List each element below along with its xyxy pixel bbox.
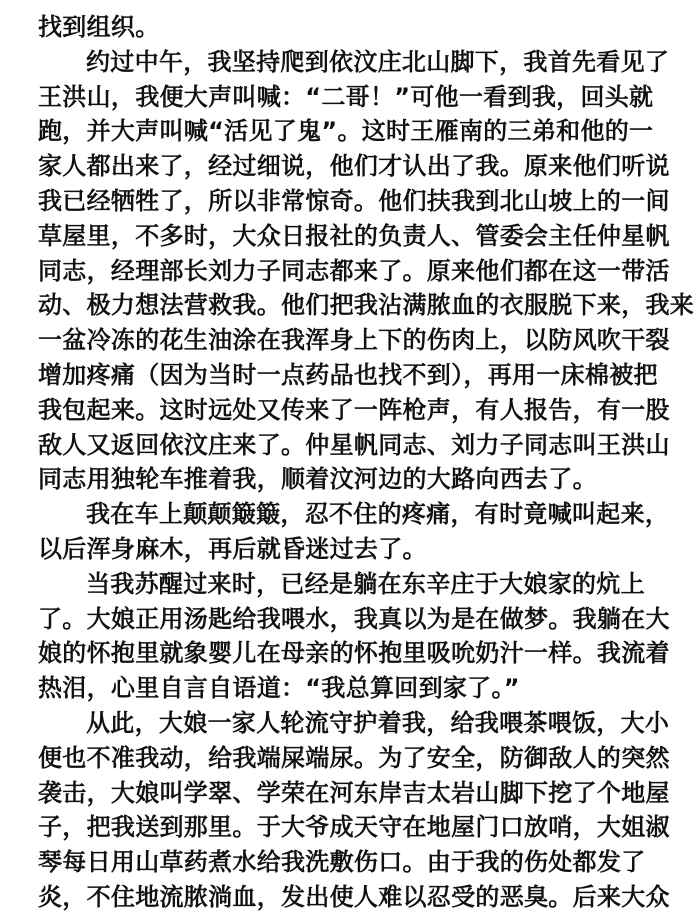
text-line: 家人都出来了，经过细说，他们才认出了我。原来他们听说 bbox=[38, 152, 670, 181]
text-line: 动、极力想法营救我。他们把我沾满脓血的衣服脱下来，我来 bbox=[38, 291, 694, 320]
text-line: 了。大娘正用汤匙给我喂水，我真以为是在做梦。我躺在大 bbox=[38, 604, 670, 633]
text-line: 娘的怀抱里就象婴儿在母亲的怀抱里吸吮奶汁一样。我流着 bbox=[38, 639, 670, 668]
text-line: 子，把我送到那里。于大爷成天守在地屋门口放哨，大姐淑 bbox=[38, 813, 670, 842]
paragraph-start-line: 当我苏醒过来时，已经是躺在东辛庄于大娘家的炕上 bbox=[86, 569, 645, 598]
text-line: 找到组织。 bbox=[38, 13, 160, 41]
text-line: 跑，并大声叫喊“活见了鬼”。这时王雁南的三弟和他的一 bbox=[38, 117, 654, 146]
text-line: 便也不准我动，给我端屎端尿。为了安全，防御敌人的突然 bbox=[38, 743, 670, 772]
text-line: 草屋里，不多时，大众日报社的负责人、管委会主任仲星帆 bbox=[38, 221, 670, 250]
text-line: 敌人又返回依汶庄来了。仲星帆同志、刘力子同志叫王洪山 bbox=[38, 430, 670, 459]
text-line: 炎，不住地流脓淌血，发出使人难以忍受的恶臭。后来大众 bbox=[38, 882, 670, 911]
text-line: 同志用独轮车推着我，顺着汶河边的大路向西去了。 bbox=[38, 465, 597, 494]
text-line: 袭击，大娘叫学翠、学荣在河东岸吉太岩山脚下挖了个地屋 bbox=[38, 778, 670, 807]
text-line: 一盆冷冻的花生油涂在我浑身上下的伤肉上，以防风吹干裂 bbox=[38, 326, 670, 355]
paragraph-start-line: 从此，大娘一家人轮流守护着我，给我喂茶喂饭，大小 bbox=[86, 708, 670, 737]
paragraph-start-line: 我在车上颠颠簸簸，忍不住的疼痛，有时竟喊叫起来， bbox=[86, 500, 670, 529]
text-line: 热泪，心里自言自语道：“我总算回到家了。” bbox=[38, 674, 520, 703]
paragraph-start-line: 约过中午，我坚持爬到依汶庄北山脚下，我首先看见了 bbox=[86, 47, 670, 76]
text-line: 同志，经理部长刘力子同志都来了。原来他们都在这一带活 bbox=[38, 256, 670, 285]
text-line: 琴每日用山草药煮水给我洗敷伤口。由于我的伤处都发了 bbox=[38, 848, 646, 877]
body-text bbox=[38, 10, 694, 915]
text-line: 王洪山，我便大声叫喊：“二哥！”可他一看到我，回头就 bbox=[38, 82, 654, 111]
text-line: 我包起来。这时远处又传来了一阵枪声，有人报告，有一股 bbox=[38, 395, 670, 424]
text-line: 增加疼痛（因为当时一点药品也找不到），再用一床棉被把 bbox=[38, 360, 658, 389]
text-line: 以后浑身麻木，再后就昏迷过去了。 bbox=[38, 534, 427, 563]
text-line: 我已经牺牲了，所以非常惊奇。他们扶我到北山坡上的一间 bbox=[38, 186, 670, 215]
